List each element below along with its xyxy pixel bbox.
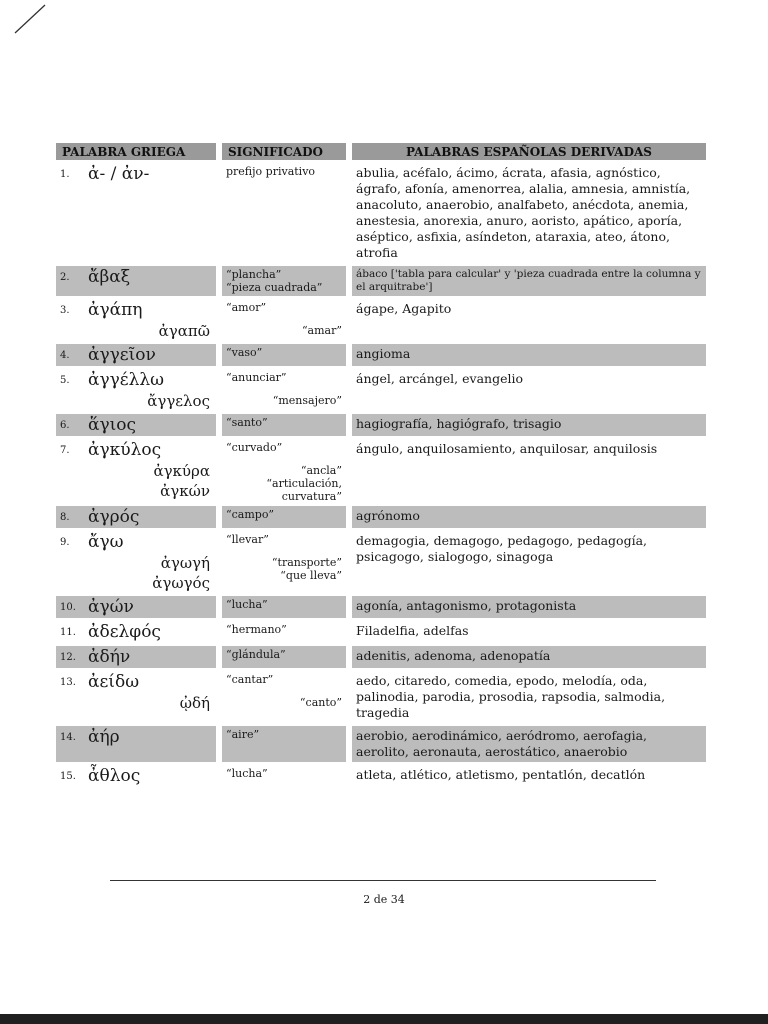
- spanish-derived-words: agonía, antagonismo, protagonista: [352, 596, 706, 618]
- entry-number: 2.: [60, 272, 70, 283]
- spanish-derived-words: demagogia, demagogo, pedagogo, pedagogía, psicagogo, sialogogo, sinagoga: [352, 531, 706, 593]
- meaning-cell: [222, 596, 352, 618]
- table-row: [56, 671, 706, 723]
- entry-number: 15.: [60, 771, 76, 782]
- meaning-cell: [222, 726, 352, 762]
- entry-number: 4.: [60, 350, 70, 361]
- greek-word-cell: [56, 506, 222, 528]
- meaning-sub-text: “ancla”: [300, 464, 342, 477]
- meaning-text: “lucha”: [226, 767, 268, 780]
- meaning-sub-text: “amar”: [301, 324, 342, 337]
- meaning-cell: [222, 765, 352, 787]
- greek-word-cell: [56, 726, 222, 762]
- scan-bottom-edge: [0, 1014, 768, 1024]
- greek-word: ἀήρ: [88, 727, 120, 747]
- scan-corner-mark: [12, 2, 48, 36]
- table-row: [56, 646, 706, 668]
- greek-word: ἀγάπη: [88, 300, 143, 320]
- greek-word: ἀγγέλλω: [88, 370, 165, 390]
- greek-word: ἄβαξ: [88, 267, 131, 287]
- greek-word: ἆθλος: [88, 766, 141, 786]
- meaning-cell: [222, 299, 352, 341]
- greek-word-cell: [56, 596, 222, 618]
- table-row: [56, 439, 706, 503]
- meaning-sub-text: “que lleva”: [280, 569, 342, 582]
- spanish-derived-words: adenitis, adenoma, adenopatía: [352, 646, 706, 668]
- table-row: [56, 266, 706, 296]
- greek-derived-word: ἀγκύρα: [153, 462, 210, 480]
- meaning-cell: [222, 621, 352, 643]
- greek-derived-word: ἀγωγός: [152, 574, 210, 592]
- greek-derived-word: ἄγγελος: [147, 392, 210, 410]
- meaning-sub-text: “articulación, curvatura”: [266, 477, 342, 503]
- greek-word: ἀδήν: [88, 647, 131, 667]
- spanish-derived-words: aedo, citaredo, comedia, epodo, melodía, oda, palinodia, parodia, prosodia, rapsodia, salmodia, tragedia: [352, 671, 706, 723]
- meaning-sub-text: “canto”: [299, 696, 342, 709]
- greek-word: ἅγιος: [88, 415, 137, 435]
- table-header-row: [56, 143, 706, 160]
- entry-number: 10.: [60, 602, 76, 613]
- greek-word-cell: [56, 369, 222, 411]
- spanish-derived-words: ángel, arcángel, evangelio: [352, 369, 706, 411]
- meaning-cell: [222, 439, 352, 503]
- header-greek-word: PALABRA GRIEGA: [56, 143, 222, 160]
- header-meaning: SIGNIFICADO: [222, 143, 352, 160]
- entry-number: 7.: [60, 445, 70, 456]
- greek-word-cell: [56, 765, 222, 787]
- table-row: [56, 596, 706, 618]
- meaning-text: “vaso”: [226, 346, 263, 359]
- greek-vocabulary-table: [56, 140, 706, 790]
- entry-number: 3.: [60, 305, 70, 316]
- greek-word: ἀγγεῖον: [88, 345, 156, 365]
- greek-word: ἀείδω: [88, 672, 140, 692]
- spanish-derived-words: ágape, Agapito: [352, 299, 706, 341]
- meaning-text: “llevar”: [226, 533, 269, 546]
- spanish-derived-words: agrónomo: [352, 506, 706, 528]
- meaning-cell: [222, 414, 352, 436]
- meaning-text: “lucha”: [226, 598, 268, 611]
- meaning-text: “hermano”: [226, 623, 287, 636]
- meaning-text: “cantar”: [226, 673, 274, 686]
- table-row: [56, 506, 706, 528]
- spanish-derived-words: hagiografía, hagiógrafo, trisagio: [352, 414, 706, 436]
- table-row: [56, 765, 706, 787]
- entry-number: 5.: [60, 375, 70, 386]
- entry-number: 9.: [60, 537, 70, 548]
- meaning-text: “curvado”: [226, 441, 283, 454]
- meaning-text: prefijo privativo: [226, 165, 316, 178]
- table-row: [56, 163, 706, 263]
- meaning-cell: [222, 646, 352, 668]
- meaning-cell: [222, 369, 352, 411]
- entry-number: 1.: [60, 169, 70, 180]
- page-number: 2 de 34: [363, 893, 405, 906]
- table-row: [56, 344, 706, 366]
- entry-number: 6.: [60, 420, 70, 431]
- greek-word: ἀ- / ἀν-: [88, 164, 150, 184]
- meaning-sub-text: “transporte”: [271, 556, 342, 569]
- meaning-sub-text: “mensajero”: [272, 394, 342, 407]
- spanish-derived-words: ábaco ['tabla para calcular' y 'pieza cuadrada entre la columna y el arquitrabe']: [352, 266, 706, 296]
- entry-number: 12.: [60, 652, 76, 663]
- greek-word-cell: [56, 344, 222, 366]
- greek-word-cell: [56, 671, 222, 723]
- entry-number: 8.: [60, 512, 70, 523]
- meaning-text: “plancha”: [226, 268, 282, 281]
- table-row: [56, 299, 706, 341]
- greek-word-cell: [56, 299, 222, 341]
- greek-word: ἀγών: [88, 597, 134, 617]
- greek-word: ἀγκύλος: [88, 440, 162, 460]
- entry-number: 13.: [60, 677, 76, 688]
- spanish-derived-words: abulia, acéfalo, ácimo, ácrata, afasia, agnóstico, ágrafo, afonía, amenorrea, alalia, amnesia, amnistía, anacoluto, anaerobio, analfabeto, anécdota, anemia, anestesia, anorexia, anuro, aoristo, apático, aporía, aséptico, asfixia, asíndeton, ataraxia, ateo, átono, atrofia: [352, 163, 706, 263]
- meaning-cell: [222, 344, 352, 366]
- table-row: [56, 369, 706, 411]
- spanish-derived-words: Filadelfia, adelfas: [352, 621, 706, 643]
- table-row: [56, 726, 706, 762]
- header-spanish-derived: PALABRAS ESPAÑOLAS DERIVADAS: [352, 143, 706, 160]
- spanish-derived-words: atleta, atlético, atletismo, pentatlón, decatlón: [352, 765, 706, 787]
- greek-word: ἀγρός: [88, 507, 140, 527]
- footer-rule: [110, 880, 656, 881]
- greek-word-cell: [56, 439, 222, 503]
- spanish-derived-words: aerobio, aerodinámico, aeródromo, aerofagia, aerolito, aeronauta, aerostático, anaerobio: [352, 726, 706, 762]
- meaning-sub-text: “pieza cuadrada”: [226, 281, 323, 294]
- meaning-text: “santo”: [226, 416, 268, 429]
- meaning-cell: [222, 671, 352, 723]
- table-row: [56, 531, 706, 593]
- table-row: [56, 621, 706, 643]
- greek-word: ἀδελφός: [88, 622, 161, 642]
- greek-word-cell: [56, 163, 222, 263]
- meaning-cell: [222, 531, 352, 593]
- entry-number: 14.: [60, 732, 76, 743]
- greek-derived-word: ᾠδή: [179, 694, 210, 712]
- meaning-text: “aire”: [226, 728, 260, 741]
- meaning-cell: [222, 266, 352, 296]
- greek-word-cell: [56, 646, 222, 668]
- greek-derived-word: ἀγωγή: [160, 554, 210, 572]
- table-row: [56, 414, 706, 436]
- meaning-cell: [222, 163, 352, 263]
- meaning-text: “campo”: [226, 508, 275, 521]
- spanish-derived-words: angioma: [352, 344, 706, 366]
- greek-word: ἄγω: [88, 532, 124, 552]
- greek-word-cell: [56, 266, 222, 296]
- meaning-text: “glándula”: [226, 648, 286, 661]
- entry-number: 11.: [60, 627, 76, 638]
- greek-derived-word: ἀγκών: [160, 482, 210, 500]
- greek-word-cell: [56, 621, 222, 643]
- meaning-text: “amor”: [226, 301, 267, 314]
- greek-word-cell: [56, 531, 222, 593]
- spanish-derived-words: ángulo, anquilosamiento, anquilosar, anquilosis: [352, 439, 706, 503]
- meaning-cell: [222, 506, 352, 528]
- greek-word-cell: [56, 414, 222, 436]
- meaning-text: “anunciar”: [226, 371, 287, 384]
- greek-derived-word: ἀγαπῶ: [158, 322, 210, 340]
